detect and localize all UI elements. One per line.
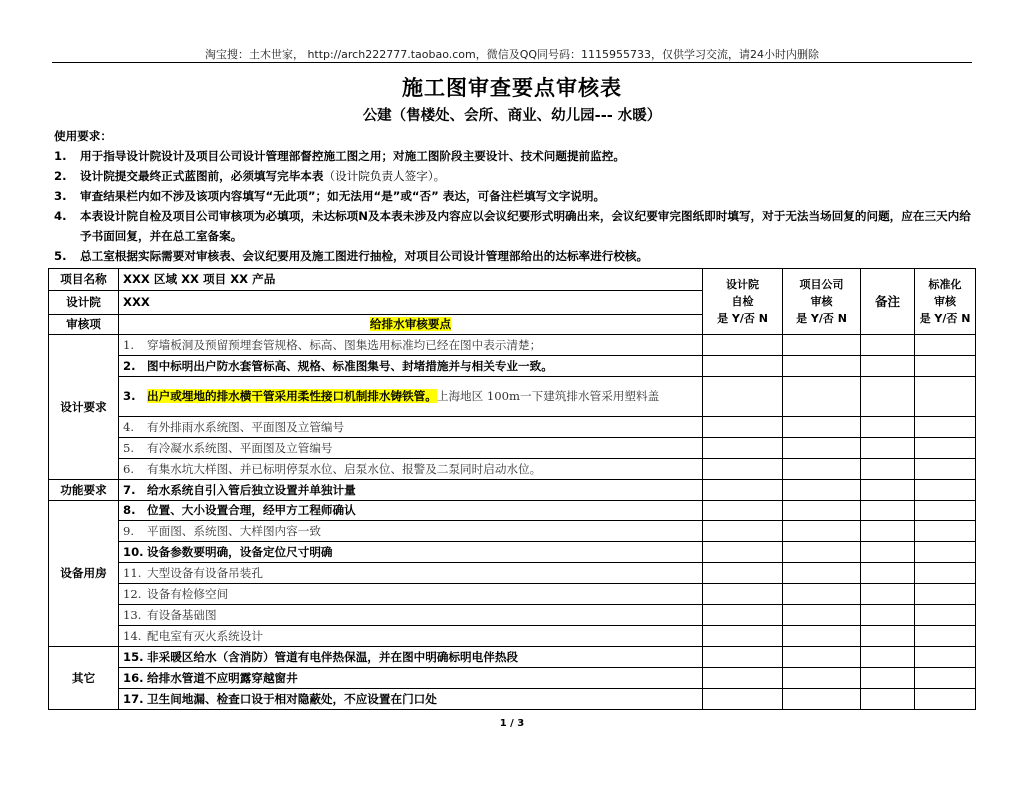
standard-review-cell[interactable] xyxy=(915,668,976,689)
review-section-title: 给排水审核要点 xyxy=(369,317,452,331)
self-check-cell[interactable] xyxy=(703,501,783,521)
self-check-cell[interactable] xyxy=(703,668,783,689)
standard-review-cell[interactable] xyxy=(915,377,976,417)
row-text: 给排水管道不应明露穿越窗井 xyxy=(147,670,298,685)
review-item-text xyxy=(119,605,703,626)
table-row xyxy=(49,668,976,689)
row-text: 给水系统自引入管后独立设置并单独计量 xyxy=(147,482,356,497)
company-review-header xyxy=(783,269,861,335)
row-number: 13. xyxy=(123,607,142,622)
row-number: 1. xyxy=(123,337,135,352)
row-text: 平面图、系统图、大样图内容一致 xyxy=(147,523,321,538)
review-item-text xyxy=(119,668,703,689)
remark-cell[interactable] xyxy=(861,689,915,710)
self-check-header-line: 设计院 xyxy=(726,278,759,291)
review-section-title-cell xyxy=(119,315,703,335)
row-number: 5. xyxy=(123,440,135,455)
company-review-cell[interactable] xyxy=(783,521,861,542)
self-check-cell[interactable] xyxy=(703,356,783,377)
review-item-text xyxy=(119,335,703,356)
company-review-header-line: 项目公司 xyxy=(799,278,844,291)
table-row xyxy=(49,459,976,480)
remark-cell[interactable] xyxy=(861,668,915,689)
row-text: 有冷凝水系统图、平面图及立管编号 xyxy=(147,440,333,455)
usage-requirements xyxy=(54,126,974,266)
usage-item-text: 总工室根据实际需要对审核表、会议纪要用及施工图进行抽检，对项目公司设计管理部给出的达标率进行校核。 xyxy=(80,249,649,263)
table-row xyxy=(49,501,976,521)
row-number: 10. xyxy=(123,544,144,559)
row-number: 4. xyxy=(123,419,135,434)
self-check-cell[interactable] xyxy=(703,521,783,542)
self-check-header-line: 自检 xyxy=(731,295,754,308)
usage-item-text: 审查结果栏内如不涉及该项内容填写“无此项”；如无法用“是”或“否” 表达，可备注栏填写文字说明。 xyxy=(80,189,606,203)
page-title: 施工图审查要点审核表 xyxy=(402,75,622,100)
row-text: 图中标明出户防水套管标高、规格、标准图集号、封堵措施并与相关专业一致。 xyxy=(147,358,553,373)
row-text: 设备有检修空间 xyxy=(147,586,229,601)
table-row xyxy=(49,563,976,584)
company-review-cell[interactable] xyxy=(783,417,861,438)
standard-review-cell[interactable] xyxy=(915,459,976,480)
row-number: 7. xyxy=(123,482,136,497)
usage-item xyxy=(54,146,974,166)
standard-review-header-line: 标准化 xyxy=(928,278,962,291)
company-review-cell[interactable] xyxy=(783,563,861,584)
review-item-text xyxy=(119,521,703,542)
usage-item-note: （设计院负责人签字）。 xyxy=(323,169,446,183)
company-review-cell[interactable] xyxy=(783,647,861,668)
remark-cell[interactable] xyxy=(861,459,915,480)
usage-item-number: 5. xyxy=(54,249,67,263)
self-check-cell[interactable] xyxy=(703,626,783,647)
review-item-text xyxy=(119,356,703,377)
company-review-cell[interactable] xyxy=(783,459,861,480)
self-check-cell[interactable] xyxy=(703,417,783,438)
standard-review-cell[interactable] xyxy=(915,480,976,501)
table-row xyxy=(49,542,976,563)
table-row xyxy=(49,605,976,626)
usage-heading: 使用要求： xyxy=(54,129,112,143)
company-review-cell[interactable] xyxy=(783,626,861,647)
remark-header: 备注 xyxy=(861,269,915,335)
row-text: 非采暖区给水（含消防）管道有电伴热保温，并在图中明确标明电伴热段 xyxy=(147,649,519,664)
row-text: 卫生间地漏、检查口设于相对隐蔽处，不应设置在门口处 xyxy=(147,691,437,706)
row-text: 大型设备有设备吊装孔 xyxy=(147,565,263,580)
standard-review-header xyxy=(915,269,976,335)
company-review-cell[interactable] xyxy=(783,335,861,356)
review-item-text xyxy=(119,584,703,605)
row-content xyxy=(123,388,698,405)
row-text-wrap xyxy=(147,388,698,405)
self-check-cell[interactable] xyxy=(703,480,783,501)
self-check-cell[interactable] xyxy=(703,438,783,459)
company-review-cell[interactable] xyxy=(783,501,861,521)
standard-review-cell[interactable] xyxy=(915,417,976,438)
usage-item-text: 本表设计院自检及项目公司审核项为必填项，未达标项N及本表未涉及内容应以会议纪要形式明确出来，会议纪要审完图纸即时填写，对于无法当场回复的问题，应在三天内给予书面回复，并在总工室备案。 xyxy=(80,209,971,243)
design-institute-value[interactable]: XXX xyxy=(119,291,703,315)
category-equipment: 设备用房 xyxy=(49,501,119,647)
standard-review-cell[interactable] xyxy=(915,605,976,626)
usage-item-text-wrap xyxy=(80,166,974,186)
standard-review-cell[interactable] xyxy=(915,521,976,542)
table-row xyxy=(49,647,976,668)
review-table xyxy=(48,268,976,710)
review-item-text xyxy=(119,459,703,480)
table-row xyxy=(49,438,976,459)
company-review-cell[interactable] xyxy=(783,377,861,417)
remark-cell[interactable] xyxy=(861,335,915,356)
row-text: 上海地区 100m一下建筑排水管采用塑料盖 xyxy=(436,389,660,403)
table-row xyxy=(49,480,976,501)
row-number: 12. xyxy=(123,586,142,601)
remark-cell[interactable] xyxy=(861,501,915,521)
table-row xyxy=(49,335,976,356)
row-number: 9. xyxy=(123,523,135,538)
standard-review-cell[interactable] xyxy=(915,689,976,710)
standard-review-header-line: 是 Y/否 N xyxy=(919,312,971,325)
row-number: 2. xyxy=(123,358,136,373)
usage-item-text: 用于指导设计院设计及项目公司设计管理部督控施工图之用；对施工图阶段主要设计、技术问题提前监控。 xyxy=(80,149,625,163)
row-number: 3. xyxy=(123,389,136,403)
remark-cell[interactable] xyxy=(861,377,915,417)
row-text: 位置、大小设置合理，经甲方工程师确认 xyxy=(147,503,356,517)
table-row xyxy=(49,269,976,291)
review-item-text xyxy=(119,417,703,438)
self-check-cell[interactable] xyxy=(703,335,783,356)
design-institute-label: 设计院 xyxy=(49,291,119,315)
standard-review-cell[interactable] xyxy=(915,626,976,647)
standard-review-header-line: 审核 xyxy=(934,295,956,308)
usage-item-number: 3. xyxy=(54,189,67,203)
company-review-cell[interactable] xyxy=(783,542,861,563)
self-check-cell[interactable] xyxy=(703,689,783,710)
self-check-cell[interactable] xyxy=(703,605,783,626)
standard-review-cell[interactable] xyxy=(915,335,976,356)
usage-item xyxy=(54,166,974,186)
remark-cell[interactable] xyxy=(861,521,915,542)
review-item-text xyxy=(119,501,703,521)
review-item-text xyxy=(119,438,703,459)
company-review-cell[interactable] xyxy=(783,356,861,377)
self-check-cell[interactable] xyxy=(703,563,783,584)
self-check-header-line: 是 Y/否 N xyxy=(717,312,768,325)
review-item-text xyxy=(119,626,703,647)
usage-item-number: 4. xyxy=(54,209,67,223)
company-review-cell[interactable] xyxy=(783,584,861,605)
row-text: 设备参数要明确，设备定位尺寸明确 xyxy=(147,544,333,559)
project-name-label: 项目名称 xyxy=(49,269,119,291)
usage-item-number: 2. xyxy=(54,169,67,183)
remark-cell[interactable] xyxy=(861,542,915,563)
row-number: 16. xyxy=(123,670,144,685)
remark-cell[interactable] xyxy=(861,626,915,647)
row-number: 11. xyxy=(123,565,142,580)
row-number: 6. xyxy=(123,461,135,476)
company-review-header-line: 是 Y/否 N xyxy=(796,312,847,325)
table-row xyxy=(49,584,976,605)
remark-cell[interactable] xyxy=(861,356,915,377)
usage-item xyxy=(54,206,974,246)
row-text: 有设备基础图 xyxy=(147,607,217,622)
review-item-label: 审核项 xyxy=(49,315,119,335)
usage-item xyxy=(54,246,974,266)
row-text: 有外排雨水系统图、平面图及立管编号 xyxy=(147,419,345,434)
review-item-text xyxy=(119,377,703,417)
standard-review-cell[interactable] xyxy=(915,584,976,605)
standard-review-cell[interactable] xyxy=(915,501,976,521)
company-review-cell[interactable] xyxy=(783,480,861,501)
standard-review-cell[interactable] xyxy=(915,542,976,563)
company-review-cell[interactable] xyxy=(783,668,861,689)
standard-review-cell[interactable] xyxy=(915,647,976,668)
table-row xyxy=(49,377,976,417)
self-check-cell[interactable] xyxy=(703,584,783,605)
page-subtitle: 公建（售楼处、会所、商业、幼儿园--- 水暖） xyxy=(362,108,662,124)
remark-cell[interactable] xyxy=(861,584,915,605)
company-review-cell[interactable] xyxy=(783,438,861,459)
standard-review-cell[interactable] xyxy=(915,438,976,459)
company-review-cell[interactable] xyxy=(783,689,861,710)
table-row xyxy=(49,521,976,542)
review-item-text xyxy=(119,480,703,501)
page-number: 1 / 3 xyxy=(499,718,525,729)
company-review-cell[interactable] xyxy=(783,605,861,626)
usage-item-number: 1. xyxy=(54,149,67,163)
table-row xyxy=(49,626,976,647)
self-check-cell[interactable] xyxy=(703,377,783,417)
review-item-text xyxy=(119,542,703,563)
category-design: 设计要求 xyxy=(49,335,119,480)
row-number: 8. xyxy=(123,503,136,517)
usage-item xyxy=(54,186,974,206)
self-check-cell[interactable] xyxy=(703,647,783,668)
row-number: 14. xyxy=(123,628,142,643)
review-item-text xyxy=(119,563,703,584)
row-number: 17. xyxy=(123,691,144,706)
row-text-highlighted: 出户或埋地的排水横干管采用柔性接口机制排水铸铁管。 xyxy=(147,389,437,403)
project-name-value[interactable]: XXX 区域 XX 项目 XX 产品 xyxy=(119,269,703,291)
row-text: 配电室有灭火系统设计 xyxy=(147,628,263,643)
usage-item-text: 设计院提交最终正式蓝图前，必须填写完毕本表 xyxy=(80,169,324,183)
remark-cell[interactable] xyxy=(861,647,915,668)
table-row xyxy=(49,356,976,377)
category-other: 其它 xyxy=(49,647,119,710)
remark-cell[interactable] xyxy=(861,480,915,501)
header-rule xyxy=(52,62,972,63)
row-text: 有集水坑大样图、并已标明停泵水位、启泵水位、报警及二泵同时启动水位。 xyxy=(147,461,542,476)
row-number: 15. xyxy=(123,649,144,664)
remark-cell[interactable] xyxy=(861,605,915,626)
remark-cell[interactable] xyxy=(861,563,915,584)
category-function: 功能要求 xyxy=(49,480,119,501)
remark-cell[interactable] xyxy=(861,438,915,459)
company-review-header-line: 审核 xyxy=(810,295,833,308)
review-item-text xyxy=(119,647,703,668)
remark-cell[interactable] xyxy=(861,417,915,438)
self-check-cell[interactable] xyxy=(703,542,783,563)
header-note: 淘宝搜：土木世家， http://arch222777.taobao.com，微信及QQ同号码：1115955733，仅供学习交流，请24小时内删除 xyxy=(204,48,820,61)
self-check-header xyxy=(703,269,783,335)
standard-review-cell[interactable] xyxy=(915,356,976,377)
row-text: 穿墙板洞及预留预埋套管规格、标高、图集选用标准均已经在图中表示清楚； xyxy=(147,337,542,352)
self-check-cell[interactable] xyxy=(703,459,783,480)
table-row xyxy=(49,689,976,710)
standard-review-cell[interactable] xyxy=(915,563,976,584)
review-item-text xyxy=(119,689,703,710)
table-row xyxy=(49,417,976,438)
